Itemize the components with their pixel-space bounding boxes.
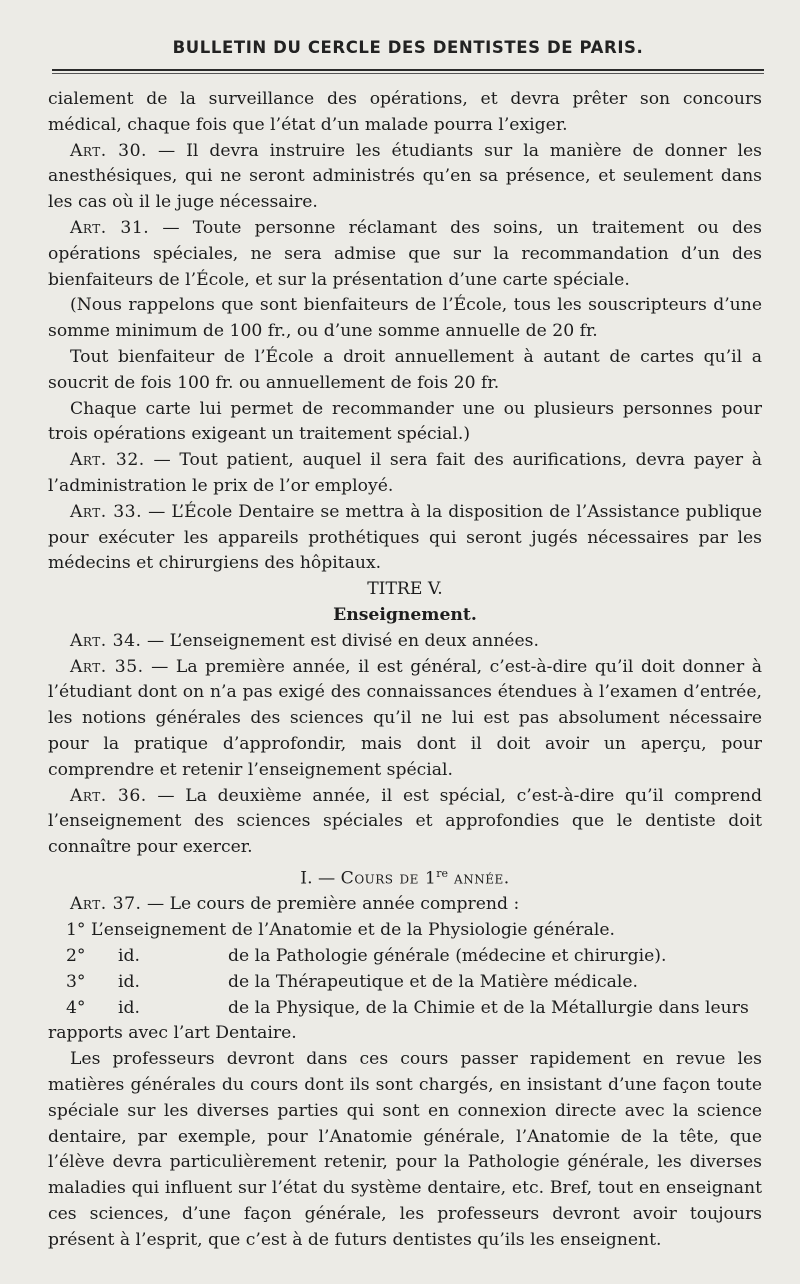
final-paragraph: Les professeurs devront dans ces cours passer rapidement en revue les matières générales du cours dont ils sont chargés, en insistant d’une façon toute spéciale sur les diverses parties qui sont en connexion directe avec la science dentaire, par exemple, pour l’Anatomie générale, l’Anatomie de la tête, que l’élève devra particulièrement retenir, pour la Pathologie générale, les diverses maladies qui influent sur l’état du système dentaire, etc. Bref, tout en enseignant ces sciences, d’une façon générale, les professeurs devront avoir toujours présent à l’esprit, que c’est à de futurs dentistes qu’ils les enseignent. [48,1049,762,1250]
running-header: BULLETIN DU CERCLE DES DENTISTES DE PARIS. [172,38,644,57]
header-rule-thin [52,73,764,74]
article-37 [48,892,762,918]
paragraph-continued: cialement de la surveillance des opérations, et devra prêter son concours médical, chaque fois que l’état d’un malade pourra l’exiger. [48,89,762,135]
article-label: Art. 32. [70,450,145,471]
list-item: 3° id. de la Thérapeutique et de la Matière médicale. [66,971,638,992]
article-34 [48,629,762,655]
article-label: Art. 33. [70,501,143,522]
document-body [48,87,762,1254]
article-text: — La deuxième année, il est spécial, c’est-à-dire qu’il comprend l’enseignement des sciences spéciales et approfondies que le dentiste doit connaître pour exercer. [48,785,762,858]
list-item: 1° L’enseignement de l’Anatomie et de la Physiologie générale. [66,920,616,941]
course-heading: I. — Cours de 1re année. [300,866,510,889]
article-label: Art. 30. [70,140,147,161]
article-text: — Le cours de première année comprend : [141,894,520,915]
article-33 [48,500,762,577]
section-subtitle: Enseignement. [333,604,477,625]
note-paragraph: Tout bienfaiteur de l’École a droit annuellement à autant de cartes qu’il a soucrit de fois 100 fr. ou annuellement de fois 20 fr. [48,346,762,393]
article-text: — L’École Dentaire se mettra à la disposition de l’Assistance publique pour exécuter les appareils prothétiques qui seront jugés nécessaires par les médecins et chirurgiens des hôpitaux. [48,501,762,574]
article-text: — Tout patient, auquel il sera fait des aurifications, devra payer à l’administration le prix de l’or employé. [48,450,762,496]
article-text: — Toute personne réclamant des soins, un traitement ou des opérations spéciales, ne sera admise que sur la recommandation d’un des bienfaiteurs de l’École, et sur la présentation d’une carte spéciale. [48,217,762,290]
article-35 [48,655,762,784]
article-label: Art. 31. [70,217,150,238]
article-label: Art. 36. [70,785,147,806]
list-item: 2° id. de la Pathologie générale (médecine et chirurgie). [66,946,667,967]
section-title: TITRE V. [367,579,443,600]
article-label: Art. 35. [70,656,144,677]
article-label: Art. 34. [70,630,142,651]
article-32 [48,448,762,500]
list-item-continued: rapports avec l’art Dentaire. [48,1023,297,1044]
note-paragraph: Chaque carte lui permet de recommander une ou plusieurs personnes pour trois opérations exigeant un traitement spécial.) [48,398,762,445]
article-31 [48,216,762,293]
article-36 [48,784,762,861]
note-paragraph: (Nous rappelons que sont bienfaiteurs de l’École, tous les souscripteurs d’une somme minimum de 100 fr., ou d’une somme annuelle de 20 fr. [48,295,762,342]
article-text: — L’enseignement est divisé en deux années. [141,630,539,651]
article-30 [48,139,762,216]
article-label: Art. 37. [70,894,142,915]
article-text: — La première année, il est général, c’est-à-dire qu’il doit donner à l’étudiant dont on n’a pas exigé des connaissances étendues à l’examen d’entrée, les notions générales des sciences qu’il ne lui est pas absolument nécessaire pour la pratique d’approfondir, mais dont il doit avoir un aperçu, pour comprendre et retenir l’enseignement spécial. [48,656,762,780]
header-rule [52,69,764,71]
article-text: — Il devra instruire les étudiants sur la manière de donner les anesthésiques, qui ne seront administrés qu’en sa présence, et seulement dans les cas où il le juge nécessaire. [48,140,762,213]
list-item: 4° id. de la Physique, de la Chimie et de la Métallurgie dans leurs [66,997,749,1018]
